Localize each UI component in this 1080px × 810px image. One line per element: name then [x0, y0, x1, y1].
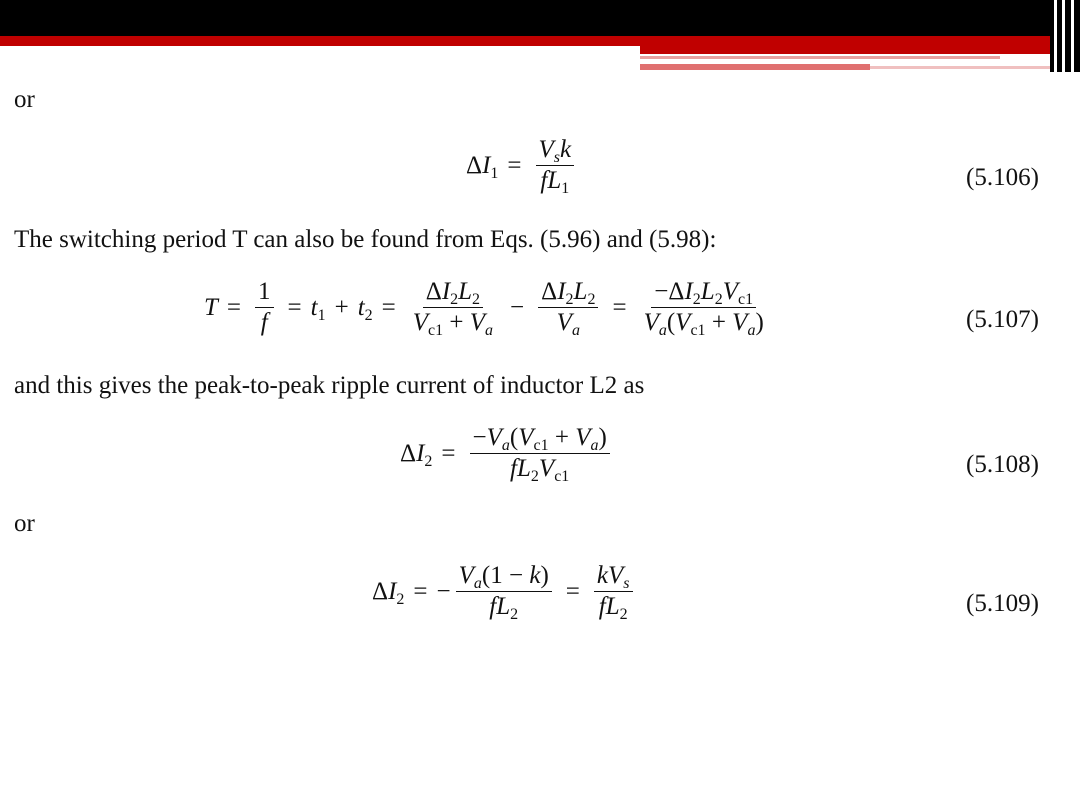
- header-black-bar: [0, 0, 1080, 36]
- equation-number-5-107: (5.107): [966, 306, 1039, 333]
- text-or-1: or: [14, 86, 35, 113]
- equation-5-108: $\Delta I_2$ = $\frac{-V_a(V_{c1} + V_a)}{fL_2V_{c1}}$: [400, 424, 615, 483]
- equation-5-106: $\Delta I_1$ = $\frac{V_sk}{fL_1}$: [466, 136, 579, 195]
- header-pink-line: [640, 56, 1000, 59]
- equation-number-5-106: (5.106): [966, 164, 1039, 191]
- header-red-accent: [640, 46, 1050, 54]
- equation-number-5-109: (5.109): [966, 590, 1039, 617]
- text-switching-period: The switching period T can also be found from Eqs. (5.96) and (5.98):: [14, 226, 717, 253]
- text-or-2: or: [14, 510, 35, 537]
- text-peak-to-peak: and this gives the peak-to-peak ripple current of inductor L2 as: [14, 372, 645, 399]
- header-pink-accent: [640, 64, 870, 70]
- header-light-line: [870, 66, 1050, 69]
- equation-number-5-108: (5.108): [966, 451, 1039, 478]
- equation-5-107: T = $\frac{1}{f}$ = $t_1$ + $t_2$ = $\frac{\Delta I_2L_2}{V_{c1} + V_a}$ − $\frac{\Delta I_2L_2}{V_a}$ = $\frac{-\Delta I_2L_2V_{c1}}{V_a(V_{c1} + V_a)}$: [204, 278, 764, 339]
- header-vertical-stripes: [1050, 0, 1080, 72]
- equation-5-109: $\Delta I_2$ = − $\frac{V_a(1 - k)}{fL_2}$ = $\frac{kV_s}{fL_2}$: [372, 562, 638, 621]
- header-white-line: [0, 46, 640, 50]
